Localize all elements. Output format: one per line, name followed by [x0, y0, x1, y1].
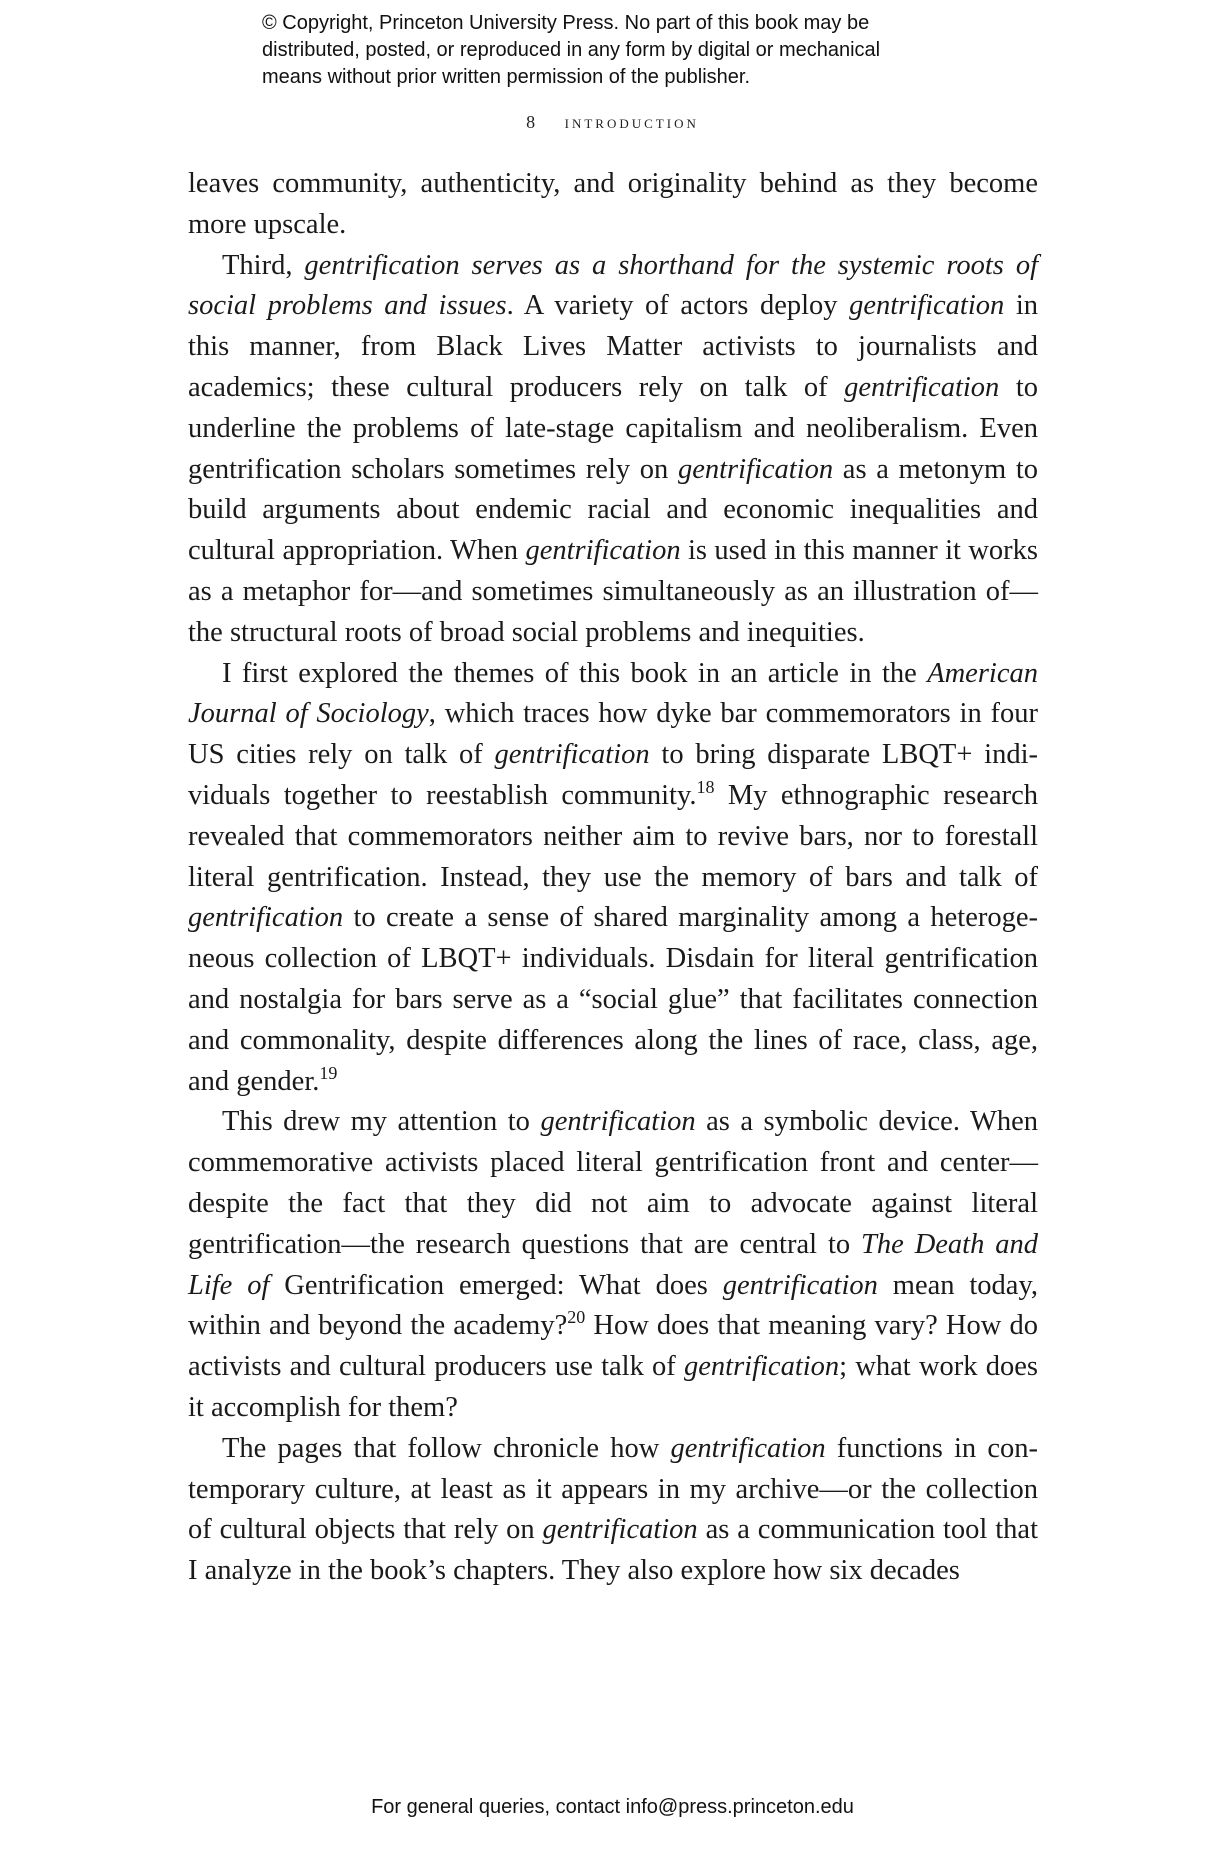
text-run: leaves community, authenticity, and originality behind as they become more upscale.: [188, 168, 1038, 240]
text-run: in this manner, from Black Lives Matter activists to journalists and academics; these cultural producers rely on talk of: [188, 290, 1039, 403]
italic-text: The Death and Life of: [188, 1228, 1039, 1301]
italic-text: American Journal of Sociology: [188, 657, 1038, 730]
footnote-marker: 20: [567, 1307, 586, 1328]
text-run: as a communication tool that I analyze in the book’s chapters. They also explore how six decades: [188, 1514, 1038, 1587]
text-run: to create a sense of shared marginality among a heterogeneous collection of LBQT+ individuals. Disdain for literal gentrification and nostalgia for bars serve as a “social glue” that facilitates connection and commonality, despite differences along the lines of race, class, age, and gender.: [188, 902, 1038, 1097]
italic-text: gentrification: [494, 739, 650, 771]
footer-contact: For general queries, contact info@press.princeton.edu: [371, 1796, 854, 1818]
paragraph: [188, 246, 1038, 654]
text-run: to bring disparate LBQT+ individuals together to reestablish community.: [188, 739, 1038, 811]
italic-text: gentrification: [542, 1514, 698, 1546]
paragraph: [188, 1429, 1038, 1592]
italic-text: gentrification: [525, 535, 681, 567]
text-run: to underline the problems of late-stage capitalism and neoliberalism. Even gentrification scholars sometimes rely on: [188, 371, 1038, 485]
body-text: [188, 164, 1038, 1592]
text-run: The pages that follow chronicle how: [222, 1432, 671, 1464]
footnote-marker: 18: [696, 776, 715, 797]
copyright-notice: [262, 10, 1022, 91]
italic-text: gentrification: [684, 1351, 840, 1383]
italic-text: gentrification: [844, 371, 1000, 403]
italic-text: gentrification: [540, 1106, 696, 1138]
text-run: , which traces how dyke bar commemorators in four US cities rely on talk of: [188, 698, 1038, 771]
copyright-line: means without prior written permission of the publisher.: [262, 66, 751, 88]
italic-text: gentrification: [722, 1269, 878, 1301]
copyright-line: distributed, posted, or reproduced in any form by digital or mechanical: [262, 39, 881, 61]
text-run: Third,: [222, 249, 305, 281]
text-run: functions in contemporary culture, at least as it appears in my archive—or the collection of cultural objects that rely on: [188, 1432, 1038, 1546]
text-run: as a metonym to build arguments about endemic racial and economic inequalities and cultural appropriation. When: [188, 453, 1039, 567]
copyright-line: © Copyright, Princeton University Press. No part of this book may be: [262, 12, 870, 34]
text-run: My ethnographic research revealed that commemorators neither aim to revive bars, nor to forestall literal gentrification. Instead, they use the memory of bars and talk of: [188, 779, 1038, 893]
text-run: mean today, within and beyond the academy?: [188, 1269, 1038, 1342]
running-head: [0, 112, 1225, 133]
text-run: is used in this manner it works as a metaphor for—and sometimes simultaneously as an illustration of— the structural roots of broad social problems and inequities.: [188, 535, 1038, 648]
page-number: 8: [526, 112, 536, 132]
footnote-marker: 19: [319, 1062, 338, 1083]
text-run: Gentrification emerged: What does: [269, 1269, 723, 1301]
italic-text: gentrification: [188, 902, 344, 934]
text-run: I first explored the themes of this book in an article in the: [222, 657, 928, 689]
running-title: introduction: [564, 112, 699, 132]
italic-text: gentrification: [677, 453, 834, 485]
paragraph: [188, 164, 1038, 246]
text-run: as a symbolic device. When commemorative activists placed literal gentrification front and center— despite the fact that they did not aim to advocate against literal gentrification—the research questions that are central to: [188, 1106, 1038, 1260]
paragraph: [188, 654, 1038, 1103]
text-run: This drew my attention to: [222, 1106, 541, 1138]
italic-text: gentrification serves as a shorthand for the systemic roots of social problems and issues: [188, 249, 1038, 322]
text-run: . A variety of actors deploy: [506, 290, 850, 322]
italic-text: gentrification: [670, 1432, 826, 1464]
text-run: How does that meaning vary? How do activists and cultural producers use talk of: [188, 1310, 1038, 1383]
italic-text: gentrification: [849, 290, 1005, 322]
paragraph: [188, 1102, 1038, 1428]
text-run: ; what work does it accomplish for them?: [188, 1351, 1038, 1423]
